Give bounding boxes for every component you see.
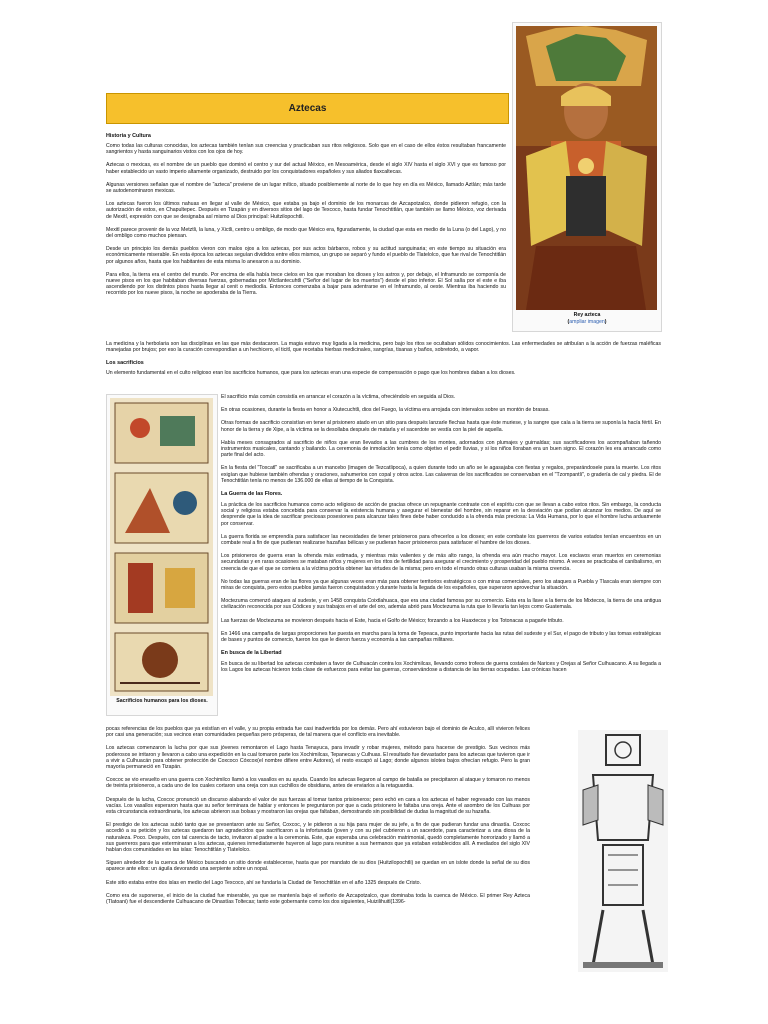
caption-title: Rey azteca — [573, 312, 601, 318]
paragraph: Para ellos, la tierra era el centro del mundo. Por encima de ella había trece cielos en los que moraban los dioses y los astros y, por debajo, el Inframundo se componía de nueve pisos en los que habitaban diversas fuerzas, gobernadas por Mictlantecuhtli ("Señor del lugar de los muertos") desde el piso inferior. El Sol salía por el este e iba ascendiendo por los distintos pisos hasta llegar al cenit o mediodía. Entonces comenzaba a bajar para adentrarse en el Inframundo, al oeste. Mientras iba haciendo su recorrido por los nueve pisos, la noche se apoderaba de la Tierra. — [106, 271, 506, 297]
paragraph: Como todas las culturas conocidas, los aztecas también tenían sus creencias y practicaban sus ritos religiosos. Solo que en el caso de ellos éstos resultaban francamente sangrientos y hasta sanguinarios vistos con los ojos de hoy. — [106, 143, 506, 156]
paren-open: ( — [567, 318, 570, 325]
paragraph: Como era de suponerse, el inicio de la ciudad fue miserable, ya que se mantenía bajo el señorío de Azcapotzalco, que dominaba toda la cuenca de México. El primer Rey Azteca (Tlatoani) fue el descendiente Culhuacano de Dinastías Toltecas; tanto este gobernante como los dos siguientes, Huizilihuitl(1396- — [106, 892, 530, 906]
paragraph: Había meses consagrados al sacrificio de niños que eran llevados a las cumbres de los montes, adornados con plumajes y guirnaldas; sus sacrificadores los acompañaban tañendo instrumentos musicales, cantando y bailando. La ceremonia de inmolación tenía como objetivo el pedir lluvias, y si los niños lloraban era un buen signo. El corazón les era arrancado como parte final del acto. — [221, 439, 661, 459]
paragraph: Aztecas o mexicas, es el nombre de un pueblo que dominó el centro y sur del actual México, en Mesoamérica, desde el siglo XIV hasta el siglo XVI y que es famoso por haber establecido un vasto imperio altamente organizado, destruido por los conquistadores españoles y sus aliados tlaxcaltecas. — [106, 162, 506, 175]
paragraph: Coxcoc se vio envuelto en una guerra con Xochimilco llamó a los vasallos en su ayuda. Cuando los aztecas llegaron al campo de batalla se precipitaron al ataque y tomaron no menos de treinta prisioneros, a cada uno de los cuales cortaron una oreja con sus cuchillos de obsidiana, antes de enviarlos a la retaguardia. — [106, 777, 530, 790]
paragraph: En busca de su libertad los aztecas combaten a favor de Culhuacán contra los Xochimilcas, llevando como trofeos de guerra costales de Narices y Orejas al Señor Culhuacano. A su llegada a los Lagos los aztecas hicieron toda clase de esfuerzos para evitar las guerras, conservándose a distancia de las tierras ocupadas. Las crónicas hacen — [221, 661, 661, 674]
paragraph: El prestigio de los aztecas subió tanto que se presentaron ante su Señor, Coxcoc, y le pidieron a su hija para mujer de su jefe, a fin de que pudieran fundar una dinastía. Coxcoc accedió a su petición y los aztecas quedaron tan agradecidos que sacrificaron a la infortunada (joven y con su piel cubrieron a un sacerdote, para caracterizar a una diosa de la naturaleza. Poco. Después, con tal carencia de tacto, invitaron al padre a la ceremonia. Este, que esperaba una celebración matrimonial, quedó completamente horrorizado y llamó a sus guerreros para que exterminaran a los aztecas, quienes inmediatamente huyeron al lago para reunirse a sus hermanos que ya estaban establecidos allí. A mediados del siglo XIV habían dos comunidades en las islas: Tenochtitlán y Tlatelolco. — [106, 822, 530, 854]
paragraph: Después de la lucha, Coxcoc pronunció un discurso alabando el valor de sus fuerzas al tomar tantos prisioneros; pero echó en cara a los aztecas el haber regresado con las manos vacías. Los vasallos esperaron hasta que su señor terminara de hablar y entonces le preguntaron por que a cada prisionero le faltaba una oreja. Ante el asombro de los Culhuas por esta circunstancia extraordinaria, los aztecas abrieron sus bolsas y mostraron las orejas que faltaban, demostrando sin posibilidad de dudas la magnitud de su hazaña. — [106, 796, 530, 816]
codex-sacrifice-illustration[interactable] — [110, 398, 213, 696]
figure-caption — [513, 312, 661, 325]
section-heading: La Guerra de las Flores. — [221, 491, 283, 498]
paragraph: Un elemento fundamental en el culto religioso eran los sacrificios humanos, que para los aztecas eran una especie de compensación o pago que los hombres daban a los dioses. — [106, 370, 516, 377]
paragraph: Las fuerzas de Moctezuma se movieron después hacia el Este, hacia el Golfo de México; forzando a los Huaxtecos y los Totonacas a pagarle tributo. — [221, 617, 564, 624]
paragraph: En la fiesta del "Toxcatl" se sacrificaba a un mancebo (imagen de Tezcatlipoca), a quien durante todo un año se le agasajaba con fiestas y regalos, preparándosele para la muerte. Los ritos exigían que hubiese también ofrendas y oraciones, sahumerios con copal y otros actos. Las calaveras de los sacrificados se conservaban en el "Tzompantli", o gradería de cal y piedra. El de Tenochtitlán tenía no menos de 136.000 de ellas al tiempo de la Conquista. — [221, 465, 661, 484]
figure-sacrificios — [106, 394, 218, 716]
middle-column — [221, 394, 661, 681]
main-column — [106, 133, 506, 304]
enlarge-image-link[interactable]: ampliar imagen — [569, 318, 605, 325]
paragraph: La guerra florida se emprendía para satisfacer las necesidades de tener prisioneros para ofrecerlos a los dioses; en este combate los guerreros de varios estados tenían encuentros en un combate real a fin de que pudieran realizarse hazañas bélicas y se pudieran hacer prisioneros para satisfacer el hambre de los dioses. — [221, 533, 661, 547]
figure-caption: Sacrificios humanos para los dioses. — [116, 698, 208, 704]
paragraph: Otras formas de sacrificio consistían en tener al prisionero atado en un sitio para después lanzarle flechas hasta que éste muriese, y la sangre que caía a la tierra se suponía la hacía fértil. En honor de la tierra y de Xipe, a la víctima se la desollaba después de matarla y el sacerdote se vestía con la piel de aquella. — [221, 420, 661, 433]
paragraph: La medicina y la herbolaria son las disciplinas en las que más destacaron. La magia estuvo muy ligada a la medicina, pero bajo los ritos se ocultaban sólidos conocimientos. Las enfermedades se atribuían a la acción de fuerzas maléficas manejadas por brujos; por eso la curación correspondían a un hechicero, el ticitl, que recetaba hierbas medicinales, sangrías, tisanas y baños, sobretodo, a vapor. — [106, 341, 661, 354]
figure-codex-deity — [578, 730, 668, 972]
paragraph: Mexitl parece provenir de la voz Metztli, la luna, y Xictli, centro u ombligo, de modo que México era, figuradamente, la ciudad que esta en medio de la Luna (o del Lago), y no del ombligo como muchos piensan. — [106, 226, 506, 240]
paragraph: Moctezuma comenzó ataques al sudeste, y en 1458 conquista Coixtlahuaca, que era una ciudad famosa por su comercio. Esta era la llave a la tierra de los Mixtecos, la tierra de una antigua civilización reconocida por sus Códices y sus trabajos en el arte del oro, además abrió para Moctezuma la ruta que lo llevaría tan lejos como Guatemala. — [221, 598, 661, 611]
page-title: Aztecas — [106, 93, 509, 124]
paren-close: ) — [604, 318, 607, 325]
paragraph: Siguen alrededor de la cuenca de México buscando un sitio donde establecerse, hasta que por mandato de su dios (Huitzilopochtli) se quedan en un islote donde la señal de su dios aparece ante ellos: un águila devorando una serpiente sobre un nopal. — [106, 860, 530, 873]
paragraph: Los aztecas comenzaron la lucha por que sus jóvenes remontaron el Lago hasta Tenayuca, para invadir y robar mujeres, método para hacerse de prestigio. Sus vecinos más poderosos se irritaron y llevaron a cabo una expedición en la cual tomaron parte los Xochimilcas, Tepanecas y Culhuas. El resultado fue devastador para los aztecas que tuvieron que ir a vivir a Culhuacán para obtener protección de Coxcoco Cóxcox(el nombre difiere entre Autores), el resto escapó al Lago; donde algunos islotes bajos ofrecían refugio. Pero la gran mayoría permaneció en Tizapán. — [106, 745, 530, 771]
paragraph: Algunas versiones señalan que el nombre de "azteca" proviene de un lugar mítico, situado posiblemente al norte de lo que hoy en día es México, llamado Aztlán; más tarde se autodenominaron mexicas. — [106, 181, 506, 195]
figure-rey-azteca — [512, 22, 662, 332]
paragraph: Desde un principio los demás pueblos vieron con malos ojos a los aztecas, por sus actos bárbaros, robos y su actitud sanguinaria; en este tiempo su situación era económicamente miserable. En esta época los aztecas seguían divididos entre ellos mismos, un grupo se separó y fundo el pueblo de Tlatelolco, que fue rival de Tenochtitlán por algunos años, hasta que los habitantes de esta misma lo anexaron a su dominio. — [106, 246, 506, 265]
full-width-section-1 — [106, 341, 661, 384]
paragraph: En 1466 una campaña de largas proporciones fue puesta en marcha para la toma de Tepeaca, punto importante hacia las rutas del sudeste y el Sur, el pago de tributo y las tomas estratégicas de bases y puntos de comercio, fueron los que le dieron fuerza y economía a las campañas militares. — [221, 630, 661, 644]
paragraph: Los aztecas fueron los últimos nahuas en llegar al valle de México, que estaba ya bajo el dominio de los monarcas de Azcapotzalco, donde pidieron refugio, con la autorización de estos, en Chapultepec. Después en Tizapán y en diversos sitios del lago de Texcoco, hasta fundar Tenochtitlán, que también se llamo México, voz derivada de Mexitl, expresión con que se designaba así mismo al Dios principal: Huitzilopochtli. — [106, 201, 506, 220]
codex-deity-illustration[interactable] — [578, 730, 668, 972]
full-width-section-2 — [106, 726, 530, 912]
paragraph: La práctica de los sacrificios humanos como acto religioso de acción de gracias ofrece un repugnante contraste con el espíritu con que se llevan a cabo estos ritos. Sin embargo, la conducta social y religiosa estaba concebida para conservar la existencia humana y asegurar el bienestar del hombre, sin reparar en la desviación que podían alcanzar los medios. De aquí se desprende que la idea de sacrificar preciosas posesiones para alcanzar tales fines debe haber conducido a la ofrenda más preciosa: La Vida Humana, por lo que el hombre lucha arduamente por conservar. — [221, 502, 661, 527]
section-heading: Los sacrificios — [106, 360, 144, 367]
section-heading: En busca de la Libertad — [221, 650, 282, 657]
section-heading: Historia y Cultura — [106, 133, 151, 139]
paragraph: pocas referencias de los pueblos que ya existían en el valle, y su propia entrada fue casi inadvertida por los demás. Pero ahí estuvieron bajo el dominio de Aculco, allí vivieron felices por casi una generación; sus vecinos eran comunidades pequeñas pero prósperas, de tal manera que el conflicto era inevitable. — [106, 726, 530, 739]
paragraph: No todas las guerras eran de las flores ya que algunas veces eran más para obtener territorios estratégicos o con miras comerciales, pero los ataques a Puebla y Tlaxcala eran siempre con miras de conquista, pero estos pueblos jamás fueron conquistados y durante hasta la llegada de los españoles, que superaron aprovechar la situación. — [221, 578, 661, 592]
aztec-king-photo[interactable] — [516, 26, 657, 310]
paragraph: En otras ocasiones, durante la fiesta en honor a Xiutecuchtli, dios del Fuego, la víctima era arrojada con intervalos sobre un montón de brasas. — [221, 407, 550, 414]
paragraph: Los prisioneros de guerra eran la ofrenda más estimada, y mientras más valientes y de más alto rango, la ofrenda era aún mucho mayor. Los esclavos eran muertos en ceremonias secundarias y en raras ocasiones se mataban niños y mujeres en los ritos de fertilidad para asegurar el crecimiento y prosperidad del pueblo mismo. A veces se practicaba el canibalismo, en creencia de que el que se comiera a la víctima podría obtener las virtudes de la misma; pero en todo el mundo otras culturas usaban la misma creencia. — [221, 553, 661, 572]
paragraph: El sacrificio más común consistía en arrancar el corazón a la víctima, ofreciéndolo en seguida al Dios. — [221, 394, 456, 400]
paragraph: Este sitio estaba entre dos islas en medio del Lago Texcoco, ahí se fundaría la Ciudad de Tenochtitlán en el año 1325 después de Cristo. — [106, 879, 422, 886]
